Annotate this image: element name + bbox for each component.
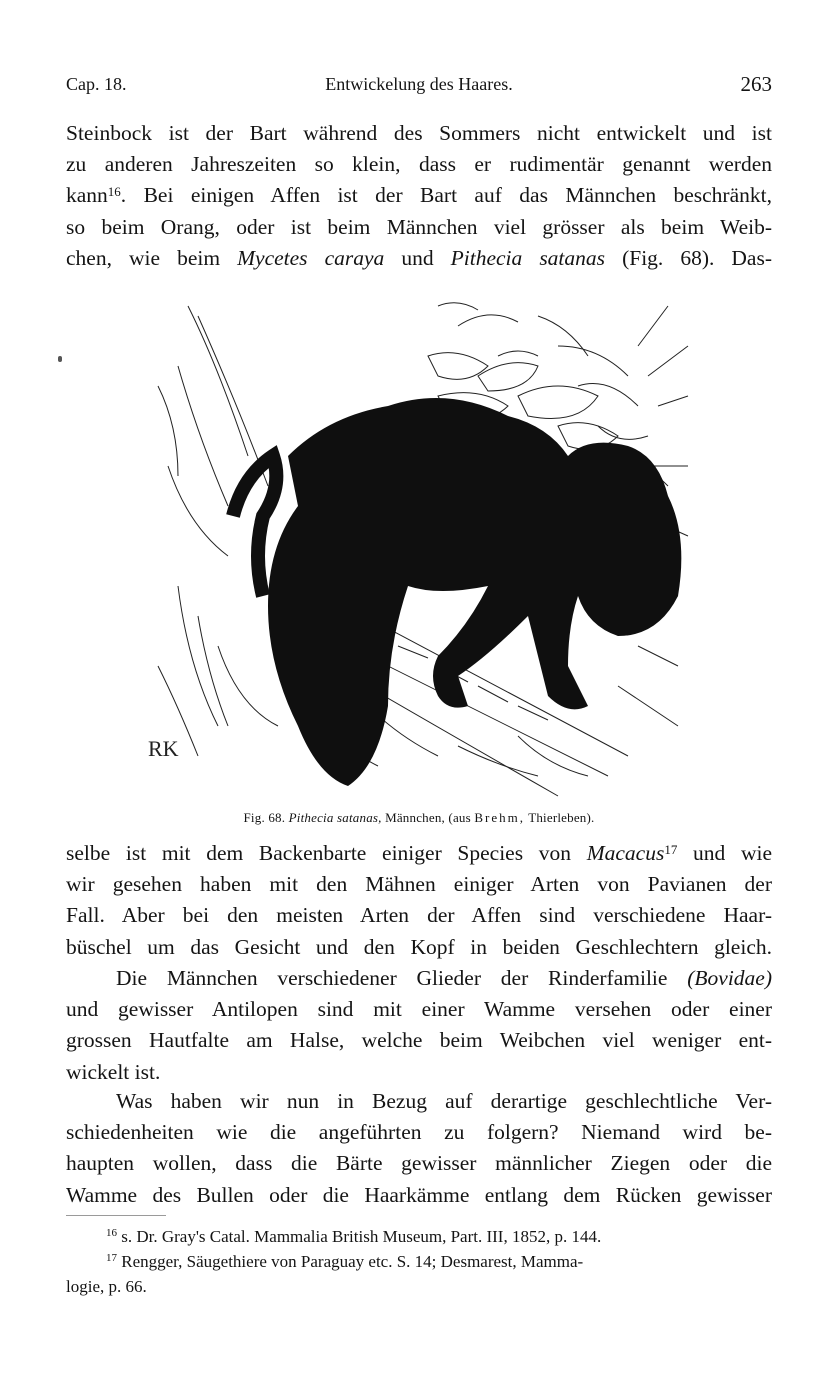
- taxon-name: Pithecia satanas: [450, 245, 606, 270]
- footnote-ref-16[interactable]: 16: [107, 184, 121, 200]
- footnote-17-continued: logie, p. 66.: [66, 1277, 147, 1296]
- paragraph-2: [66, 838, 772, 963]
- text-line: kann$^{16}$. Bei einigen Affen ist der Bart auf das Männchen beschränkt,: [66, 183, 772, 208]
- text-line: und gewisser Antilopen sind mit einer Wamme versehen oder einer: [66, 997, 772, 1022]
- paragraph-4: [66, 1086, 772, 1211]
- page-number: 263: [740, 72, 772, 96]
- taxon-name: Macacus: [586, 841, 665, 865]
- engraver-monogram: RK: [148, 736, 179, 761]
- text-line: grossen Hautfalte am Halse, welche beim Weibchen viel weniger ent-: [66, 1028, 772, 1053]
- text-line: selbe ist mit dem Backenbarte einiger Species von Macacus$^{17}$ und wie: [66, 841, 773, 865]
- figure-caption: Fig. 68. Pithecia satanas, Männchen, (aus Brehm, Thierleben).: [243, 810, 595, 825]
- text-line: wir gesehen haben mit den Mähnen einiger Arten von Pavianen der: [66, 872, 772, 897]
- text-line: Die Männchen verschiedener Glieder der Rinderfamilie (Bovidae): [116, 966, 772, 990]
- footnote-16: $^{16}$ s. Dr. Gray's Catal. Mammalia British Museum, Part. III, 1852, p. 144.: [106, 1227, 602, 1246]
- text-line: haupten wollen, dass die Bärte gewisser männlicher Ziegen oder die: [66, 1151, 772, 1176]
- taxon-name: (Bovidae): [687, 966, 772, 990]
- running-head: [66, 74, 772, 100]
- text-line: chen, wie beim Mycetes caraya und Pithecia satanas (Fig. 68). Das-: [66, 245, 773, 270]
- footnote-ref-17[interactable]: 17: [664, 842, 678, 857]
- text-line: wickelt ist.: [66, 1059, 161, 1084]
- text-line: Steinbock ist der Bart während des Sommers nicht entwickelt und ist: [66, 121, 772, 145]
- footnote-17: $^{17}$ Rengger, Säugethiere von Paraguay etc. S. 14; Desmarest, Mamma-: [106, 1252, 584, 1271]
- paragraph-1: [66, 118, 772, 274]
- paragraph-3: [66, 963, 772, 1088]
- text-line: Was haben wir nun in Bezug auf derartige geschlechtliche Ver-: [116, 1089, 772, 1113]
- monkey-engraving: [138, 286, 698, 806]
- text-line: Wamme des Bullen oder die Haarkämme entlang dem Rücken gewisser: [66, 1182, 772, 1207]
- text-line: zu anderen Jahreszeiten so klein, dass er rudimentär genannt werden: [66, 152, 772, 177]
- footnotes: [66, 1224, 772, 1299]
- running-title: Entwickelung des Haares.: [325, 74, 513, 94]
- text-line: schiedenheiten wie die angeführten zu folgern? Niemand wird be-: [66, 1120, 772, 1145]
- text-line: Fall. Aber bei den meisten Arten der Affen sind verschiedene Haar-: [66, 903, 772, 928]
- text-line: büschel um das Gesicht und den Kopf in beiden Geschlechtern gleich.: [66, 934, 772, 959]
- taxon-name: Mycetes caraya: [237, 245, 385, 270]
- print-speck: [58, 356, 62, 362]
- chapter-label: Cap. 18.: [66, 74, 127, 94]
- caption-taxon: Pithecia satanas,: [288, 810, 382, 825]
- footnote-divider: [66, 1215, 166, 1216]
- text-line: so beim Orang, oder ist beim Männchen viel grösser als beim Weib-: [66, 214, 772, 239]
